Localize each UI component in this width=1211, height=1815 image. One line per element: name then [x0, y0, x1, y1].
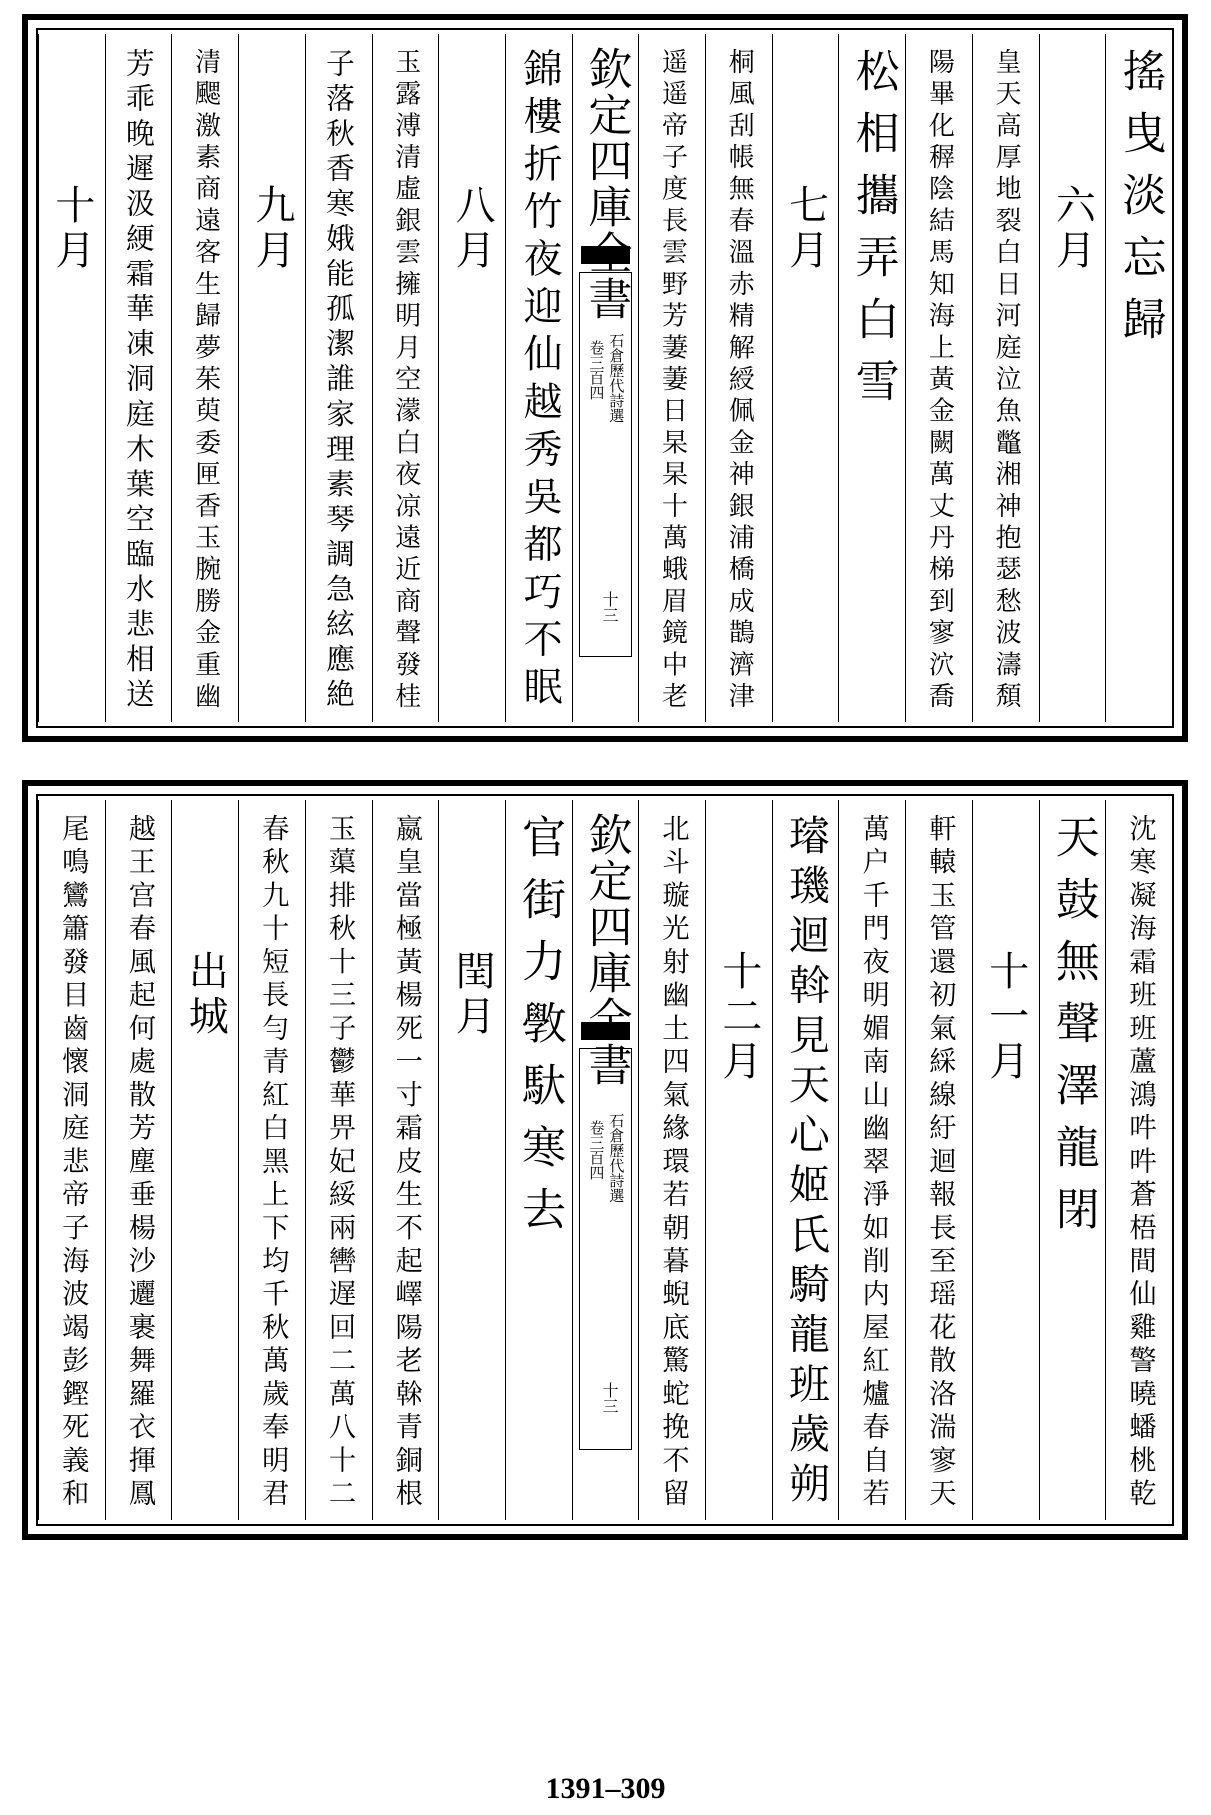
month-heading-column — [1039, 34, 1106, 722]
month-heading: 十月 — [48, 184, 95, 274]
poem-line: 搖曳淡忘歸 — [1114, 48, 1166, 358]
poem-text-column — [105, 34, 172, 722]
poem-line: 天鼓無聲澤龍閉 — [1047, 814, 1099, 1248]
poem-text-column — [1105, 34, 1172, 722]
poem-line: 遥遥帝子度長雲野芳萋萋日杲杲十萬蛾眉鏡中老 — [657, 48, 688, 714]
month-heading-column — [972, 800, 1039, 1520]
poem-line: 萬户千門夜明媚南山幽翠淨如削内屋紅爐春自若 — [857, 814, 889, 1512]
month-heading: 六月 — [1049, 184, 1096, 274]
poem-text-column — [638, 800, 705, 1520]
poem-line: 春秋九十短長勻青紅白黑上下均千秋萬歲奉明君 — [257, 814, 289, 1512]
poem-text-column — [705, 34, 772, 722]
volume-number: 卷三百四 — [587, 1120, 606, 1181]
poem-text-column — [772, 800, 839, 1520]
poem-line: 嬴皇當極黃楊死一寸霜皮生不起嶧陽老榦青銅根 — [390, 814, 422, 1512]
poem-line: 陽畢化稺陰結馬知海上黃金闕萬丈丹梯到寥泬喬 — [924, 48, 955, 714]
month-heading: 九月 — [248, 184, 295, 274]
poem-text-column — [38, 800, 105, 1520]
poem-text-column — [905, 800, 972, 1520]
bottom-page-frame — [36, 794, 1174, 1526]
fishtail-mark-icon — [581, 246, 631, 264]
poem-text-column — [305, 800, 372, 1520]
poem-text-column — [1039, 800, 1106, 1520]
page-footer-number: 1391–309 — [545, 1772, 666, 1805]
poem-line: 北斗璇光射幽土四氣緣環若朝暮蜺底驚蛇挽不留 — [657, 814, 689, 1512]
poem-text-column — [838, 34, 905, 722]
book-title: 欽定四庫全書 — [580, 46, 632, 322]
month-heading-column — [438, 800, 505, 1520]
month-heading: 七月 — [782, 184, 829, 274]
month-heading-column — [438, 34, 505, 722]
poem-line: 松相攜弄白雪 — [847, 48, 899, 420]
poem-line: 玉蕖排秋十三子鬱華畀妃綏兩轡遅回二萬八十二 — [324, 814, 356, 1512]
poem-text-column — [505, 800, 572, 1520]
poem-text-column — [238, 800, 305, 1520]
top-page-frame — [36, 28, 1174, 728]
poem-text-column — [105, 800, 172, 1520]
month-heading-column — [238, 34, 305, 722]
poem-text-column — [838, 800, 905, 1520]
poem-line: 沈寒凝海霜班班蘆鴻吽吽蒼梧間仙雞警曉蟠桃乾 — [1124, 814, 1156, 1512]
poem-text-column — [171, 34, 238, 722]
top-page-panel — [22, 14, 1188, 742]
bottom-page-panel — [22, 780, 1188, 1540]
poem-text-column — [372, 800, 439, 1520]
poem-line: 芳乖晚遲汲綆霜華凍洞庭木葉空臨水悲相送 — [121, 48, 156, 714]
poem-line: 越王宫春風起何處散芳塵垂楊沙邐裹舞羅衣揮鳳 — [123, 814, 155, 1512]
poem-line: 玉露溥清虛銀雲擁明月空濛白夜凉遠近商聲發桂 — [390, 48, 421, 714]
poem-text-column — [638, 34, 705, 722]
poem-text-column — [372, 34, 439, 722]
poem-line: 軒轅玉管還初氣綵線紆迴報長至瑶花散洛湍寥天 — [924, 814, 956, 1512]
poem-text-column — [1105, 800, 1172, 1520]
poem-text-column — [505, 34, 572, 722]
poem-line: 桐風刮帳無春溫赤精解綬佩金神銀浦橋成鵲濟津 — [724, 48, 755, 714]
month-heading-column — [772, 34, 839, 722]
month-heading: 十二月 — [715, 950, 762, 1085]
book-title-banner — [572, 800, 639, 1520]
page-number: 十三 — [599, 1382, 619, 1415]
volume-number: 卷三百四 — [587, 340, 606, 401]
poem-text-column — [972, 34, 1039, 722]
fishtail-mark-icon — [581, 1022, 631, 1040]
book-title-banner — [572, 34, 639, 722]
month-heading-column — [38, 34, 105, 722]
book-title: 欽定四庫全書 — [580, 812, 632, 1088]
month-heading-column — [171, 800, 238, 1520]
page-number: 十三 — [599, 590, 619, 623]
month-heading: 閏月 — [449, 950, 496, 1040]
poem-line: 官街力斆馱寒去 — [514, 814, 566, 1248]
month-heading: 八月 — [449, 184, 496, 274]
month-heading: 十一月 — [982, 950, 1029, 1085]
source-title: 石倉歷代詩選 — [607, 1113, 626, 1204]
poem-line: 錦樓折竹夜迎仙越秀吳都巧不眠 — [517, 48, 563, 714]
month-heading: 出城 — [182, 950, 229, 1040]
poem-text-column — [305, 34, 372, 722]
month-heading-column — [705, 800, 772, 1520]
poem-text-column — [905, 34, 972, 722]
poem-line: 皇天高厚地裂白日河庭泣魚鼈湘神抱瑟愁波濤頽 — [991, 48, 1022, 714]
poem-line: 清颸激素商遠客生歸夢茱萸委匣香玉腕勝金重幽 — [190, 48, 221, 714]
poem-line: 璿璣迴斡見天心姬氏騎龍班歲朔 — [781, 814, 830, 1512]
poem-line: 尾鳴鸞簫發目齒懷洞庭悲帝子海波竭彭鏗死義和 — [57, 814, 89, 1512]
source-title: 石倉歷代詩選 — [607, 333, 626, 424]
poem-line: 子落秋香寒娥能孤潔誰家理素琴調急絃應絶 — [322, 48, 357, 714]
